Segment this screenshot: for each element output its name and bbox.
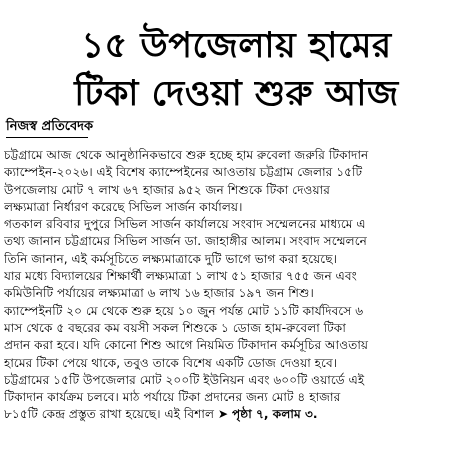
byline: নিজস্ব প্রতিবেদক xyxy=(6,119,94,134)
last-line-text: ৮১৫টি কেন্দ্র প্রস্তুত রাখা হয়েছে। এই বিশাল xyxy=(4,407,215,422)
body-line: চট্টগ্রামের ১৫টি উপজেলার মোট ২০০টি ইউনিয়ন এবং ৬০০টি ওয়ার্ডে এই xyxy=(4,372,365,387)
continuation-reference: পৃষ্ঠা ৭, কলাম ৩. xyxy=(232,407,318,422)
body-line: মাস থেকে ৫ বছরের কম বয়সী সকল শিশুকে ১ ডোজ হাম-রুবেলা টিকা xyxy=(4,320,346,335)
body-last-line xyxy=(4,406,469,423)
body-line: টিকাদান কার্যক্রম চলবে। মাঠ পর্যায়ে টিকা প্রদানের জন্য মোট ৪ হাজার xyxy=(4,390,341,405)
body-line: প্রদান করা হবে। যদি কোনো শিশু আগে নিয়মিত টিকাদান কর্মসূচির আওতায় xyxy=(4,338,369,353)
body-line: গতকাল রবিবার দুপুরে সিভিল সার্জন কার্যালয়ে সংবাদ সম্মেলনের মাধ্যমে এ xyxy=(4,217,366,232)
body-line: ক্যাম্পেইন-২০২৬। এই বিশেষ ক্যাম্পেইনের আওতায় চট্টগ্রাম জেলার ১৫টি xyxy=(4,165,363,180)
headline xyxy=(0,0,473,118)
headline-line-2: টিকা দেওয়া শুরু আজ xyxy=(74,74,399,114)
continuation-arrow-icon: ➤ xyxy=(217,407,229,422)
body-line: ক্যাম্পেইনটি ২০ মে থেকে শুরু হয়ে ১০ জুন পর্যন্ত মোট ১১টি কার্যদিবসে ৬ xyxy=(4,303,364,318)
body-line: যার মধ্যে বিদ্যালয়ের শিক্ষার্থী লক্ষ্যমাত্রা ১ লাখ ৫১ হাজার ৭৫৫ জন এবং xyxy=(4,269,357,284)
body-line: হামের টিকা পেয়ে থাকে, তবুও তাকে বিশেষ একটি ডোজ দেওয়া হবে। xyxy=(4,355,338,370)
body-line: লক্ষ্যমাত্রা নির্ধারণ করেছে সিভিল সার্জন কার্যালয়। xyxy=(4,199,243,214)
body-line: তথ্য জানান চট্টগ্রামের সিভিল সার্জন ডা. জাহাঙ্গীর আলম। সংবাদ সম্মেলনে xyxy=(4,234,367,249)
body-line: উপজেলায় মোট ৭ লাখ ৬৭ হাজার ৯৫২ জন শিশুকে টিকা দেওয়ার xyxy=(4,182,330,197)
article-body xyxy=(4,147,469,424)
body-line: কমিউনিটি পর্যায়ের লক্ষ্যমাত্রা ৬ লাখ ১৬ হাজার ১৯৭ জন শিশু। xyxy=(4,286,314,301)
byline-underline xyxy=(6,137,88,138)
body-line: চট্টগ্রামে আজ থেকে আনুষ্ঠানিকভাবে শুরু হচ্ছে হাম রুবেলা জরুরি টিকাদান xyxy=(4,148,369,162)
headline-line-1: ১৫ উপজেলায় হামের xyxy=(81,26,392,66)
body-line: তিনি জানান, এই কর্মসূচিতে লক্ষ্যমাত্রাকে দুটি ভাগে ভাগ করা হয়েছে। xyxy=(4,251,337,266)
